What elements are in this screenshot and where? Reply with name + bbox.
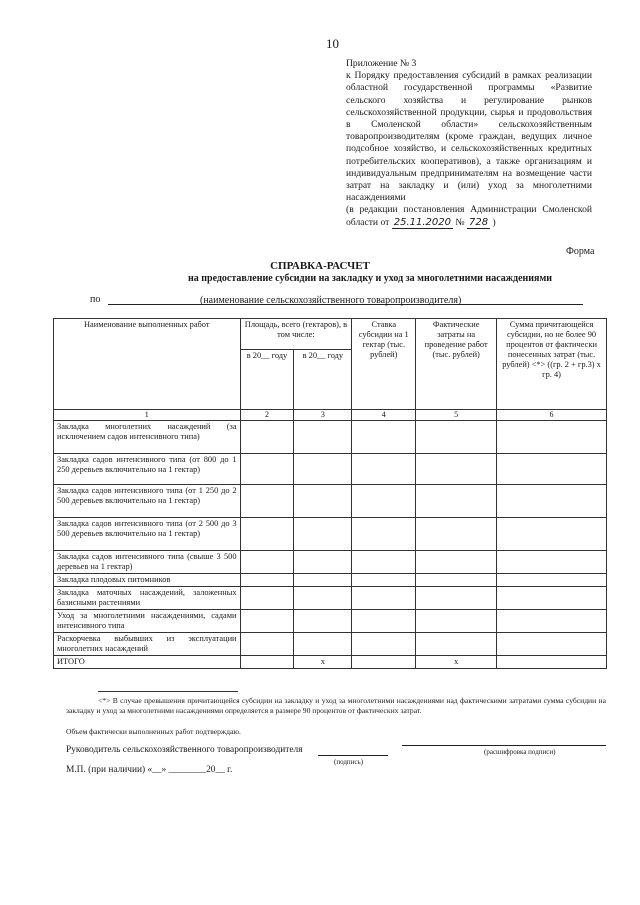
footnote [66,696,606,716]
seal-date-line: М.П. (при наличии) «__» ________20__ г. [66,765,233,775]
row-label: Закладка садов интенсивного типа (свыше 3 500 деревьев на 1 гектар) [54,551,241,574]
header-rate: Ставка субсидии на 1 гектар (тыс. рублей) [352,319,416,410]
cell-total-sum[interactable] [497,656,607,669]
header-year-2: в 20__ году [294,350,352,410]
cell-actual[interactable] [416,551,497,574]
decode-line[interactable] [402,745,606,746]
decode-caption: (расшифровка подписи) [484,748,556,756]
producer-caption: (наименование сельскохозяйственного товаропроизводителя) [200,295,462,306]
cell-area-year1[interactable] [240,574,294,587]
column-number: 4 [352,410,416,421]
cell-rate[interactable] [352,518,416,551]
row-label: Закладка маточных насаждений, заложенных базисными растениями [54,587,241,610]
cell-area-year2[interactable] [294,421,352,454]
cell-sum[interactable] [497,551,607,574]
cell-area-year1[interactable] [240,633,294,656]
cell-total-x-mark: х [294,656,352,669]
row-label: Уход за многолетними насаждениями, садами интенсивного типа [54,610,241,633]
cell-rate[interactable] [352,421,416,454]
doc-title: СПРАВКА-РАСЧЕТ [270,260,370,272]
cell-actual[interactable] [416,633,497,656]
po-label: по [90,294,101,305]
signature-label: Руководитель сельскохозяйственного товаропроизводителя [66,745,303,755]
edition-no-label: № [455,216,465,228]
row-label: Закладка садов интенсивного типа (от 1 250 до 2 500 деревьев включительно на 1 гектар) [54,485,241,518]
cell-area-year1[interactable] [240,587,294,610]
footnote-separator [98,691,238,692]
column-numbers-row [54,410,607,421]
cell-sum[interactable] [497,454,607,485]
cell-actual[interactable] [416,421,497,454]
page-number: 10 [326,36,339,51]
edition-close: ) [492,216,496,228]
cell-area-year2[interactable] [294,454,352,485]
cell-sum[interactable] [497,518,607,551]
appendix-block [346,58,592,229]
cell-area-year2[interactable] [294,633,352,656]
cell-area-year2[interactable] [294,587,352,610]
confirm-text: Объем фактически выполненных работ подтверждаю. [66,727,241,736]
cell-area-year2[interactable] [294,610,352,633]
cell-area-year2[interactable] [294,551,352,574]
cell-actual[interactable] [416,610,497,633]
row-label: Раскорчевка выбывших из эксплуатации многолетних насаждений [54,633,241,656]
cell-area-year2[interactable] [294,518,352,551]
column-number: 6 [497,410,607,421]
cell-area-year2[interactable] [294,574,352,587]
header-sum: Сумма причитающейся субсидии, но не более 90 процентов от фактически понесенных затрат (тыс. рублей) <*> ((гр. 2 + гр.3) х гр. 4) [497,319,607,410]
table-row [54,454,607,485]
table-row [54,574,607,587]
cell-rate[interactable] [352,454,416,485]
cell-actual[interactable] [416,518,497,551]
column-number: 3 [294,410,352,421]
cell-total-rate[interactable] [352,656,416,669]
row-label: Закладка плодовых питомников [54,574,241,587]
table-row [54,587,607,610]
cell-area-year2[interactable] [294,485,352,518]
cell-area-year1[interactable] [240,551,294,574]
table-row [54,610,607,633]
table-row [54,551,607,574]
row-label: Закладка садов интенсивного типа (от 2 500 до 3 500 деревьев включительно на 1 гектар) [54,518,241,551]
cell-sum[interactable] [497,421,607,454]
cell-sum[interactable] [497,485,607,518]
cell-sum[interactable] [497,633,607,656]
cell-actual[interactable] [416,454,497,485]
cell-sum[interactable] [497,610,607,633]
edition-date: 25.11.2020 [393,216,452,228]
doc-subtitle: на предоставление субсидии на закладку и уход за многолетними насаждениями [187,273,553,284]
total-row [54,656,607,669]
edition-prefix: (в редакции постановления Администрации Смоленской области от [346,204,592,228]
footnote-text: <*> В случае превышения причитающейся субсидии на закладку и уход за многолетними насаждениями над фактическими затратами сумма субсидии на закладку и уход за многолетними насаждениями определяется в размере 90 процентов от фактических затрат. [66,696,606,715]
cell-rate[interactable] [352,587,416,610]
table-row [54,518,607,551]
cell-area-year1[interactable] [240,485,294,518]
cell-rate[interactable] [352,485,416,518]
header-year-1: в 20__ году [240,350,294,410]
cell-total-year1[interactable] [240,656,294,669]
cell-actual[interactable] [416,587,497,610]
cell-area-year1[interactable] [240,421,294,454]
total-label: ИТОГО [54,656,241,669]
cell-rate[interactable] [352,633,416,656]
table-row [54,485,607,518]
cell-sum[interactable] [497,587,607,610]
cell-actual[interactable] [416,574,497,587]
column-number: 1 [54,410,241,421]
signature-caption: (подпись) [334,758,364,766]
cell-rate[interactable] [352,610,416,633]
cell-rate[interactable] [352,551,416,574]
signature-line[interactable] [318,755,388,756]
appendix-title: Приложение № 3 [346,58,417,69]
edition-number: 728 [468,216,489,228]
cell-sum[interactable] [497,574,607,587]
column-number: 2 [240,410,294,421]
column-number: 5 [416,410,497,421]
cell-rate[interactable] [352,574,416,587]
table-row [54,421,607,454]
cell-total-x-mark: х [416,656,497,669]
calculation-table [53,318,607,669]
header-area: Площадь, всего (гектаров), в том числе: [240,319,352,350]
header-works: Наименование выполненных работ [54,319,241,410]
cell-area-year1[interactable] [240,454,294,485]
cell-area-year1[interactable] [240,610,294,633]
cell-actual[interactable] [416,485,497,518]
table-row [54,633,607,656]
appendix-text: к Порядку предоставления субсидий в рамках реализации областной государственной программы «Развитие сельского хозяйства и регулирование рынков сельскохозяйственной продукции, сырья и продовольствия в Смоленской области» сельскохозяйственным товаропроизводителям (кроме граждан, ведущих личное подсобное хозяйство, и сельскохозяйственных кредитных потребительских кооперативов), а также организациям и индивидуальным предпринимателям на возмещение части затрат на закладку и (или) уход за многолетними насаждениями [346,70,592,204]
appendix-edition [346,204,592,228]
row-label: Закладка садов интенсивного типа (от 800 до 1 250 деревьев включительно на 1 гектар) [54,454,241,485]
form-label: Форма [566,246,595,257]
header-actual: Фактические затраты на проведение работ (тыс. рублей) [416,319,497,410]
row-label: Закладка многолетних насаждений (за исключением садов интенсивного типа) [54,421,241,454]
cell-area-year1[interactable] [240,518,294,551]
